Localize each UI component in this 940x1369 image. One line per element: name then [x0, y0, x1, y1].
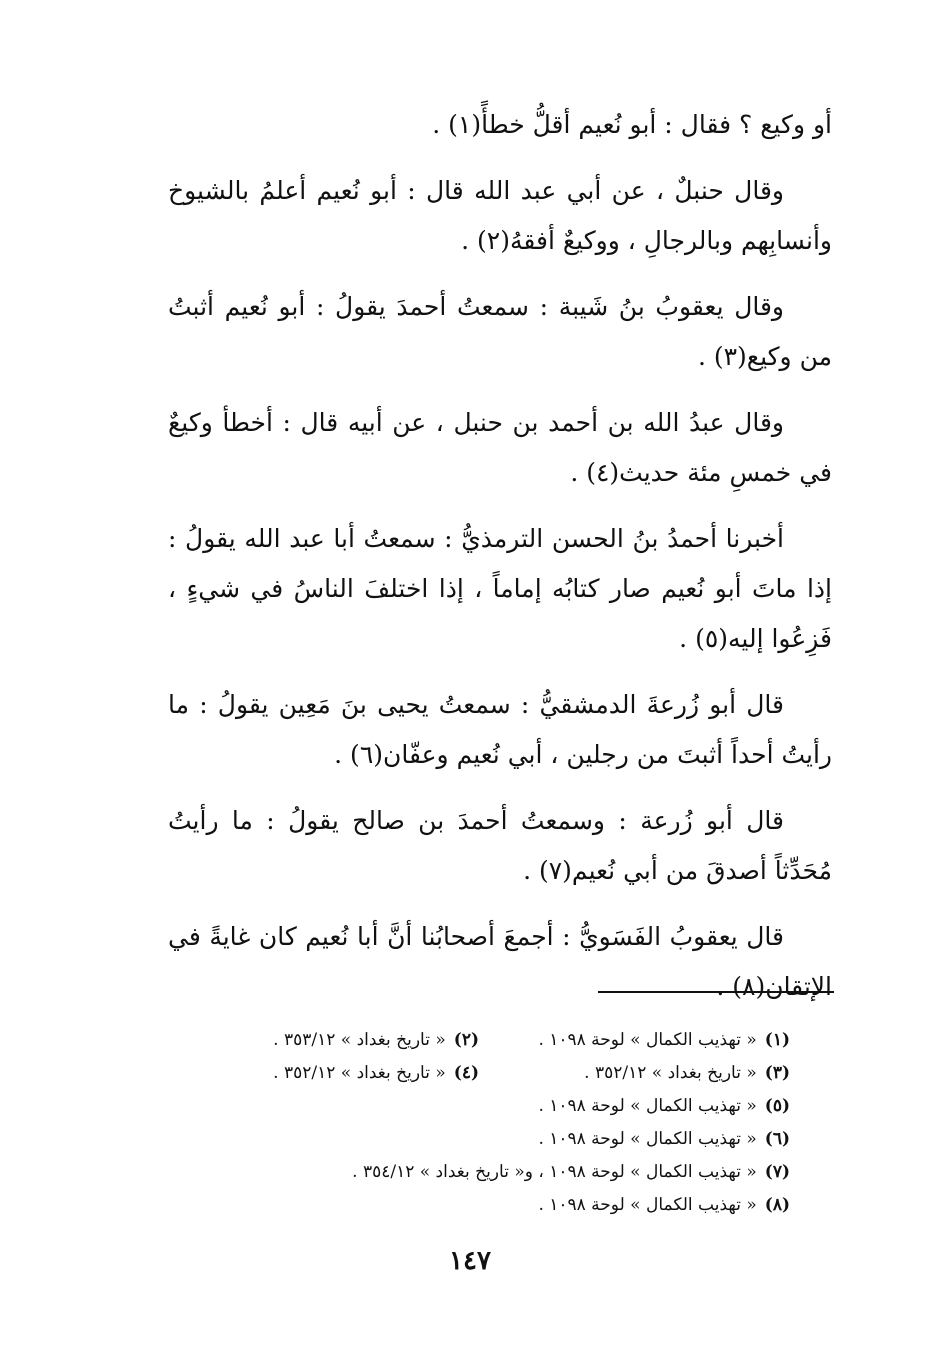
footnote-text: « تاريخ بغداد » ٣٥٢/١٢ . [273, 1063, 446, 1083]
footnotes [168, 1024, 790, 1222]
footnote-number: (٤) [453, 1063, 479, 1083]
main-text [168, 100, 832, 1028]
footnote-5 [168, 1090, 790, 1123]
footnote-text: « تهذيب الكمال » لوحة ١٠٩٨ . [538, 1096, 757, 1116]
footnote-number: (٨) [764, 1195, 790, 1215]
footnote-text: « تهذيب الكمال » لوحة ١٠٩٨ . [538, 1030, 757, 1050]
footnote-text: « تهذيب الكمال » لوحة ١٠٩٨ . [538, 1195, 757, 1215]
footnote-3 [479, 1057, 790, 1090]
footnote-number: (١) [764, 1030, 790, 1050]
footnote-number: (٢) [453, 1030, 479, 1050]
paragraph-1: أو وكيع ؟ فقال : أبو نُعيم أقلُّ خطأً(١) . [432, 110, 832, 139]
footnote-2 [168, 1024, 479, 1057]
footnote-text: « تاريخ بغداد » ٣٥٣/١٢ . [273, 1030, 446, 1050]
paragraph-2: وقال حنبلٌ ، عن أبي عبد الله قال : أبو نُعيم أعلمُ بالشيوخ وأنسابِهم وبالرجالِ ، ووكيعٌ أفقهُ(٢) . [168, 176, 832, 255]
footnote-separator [598, 991, 834, 993]
footnote-1 [479, 1024, 790, 1057]
paragraph-8: قال يعقوبُ الفَسَويُّ : أجمعَ أصحابُنا أنَّ أبا نُعيم كان غايةً في الإتقان(٨) . [168, 922, 832, 1001]
footnote-6 [168, 1123, 790, 1156]
footnote-text: « تهذيب الكمال » لوحة ١٠٩٨ ، و« تاريخ بغداد » ٣٥٤/١٢ . [352, 1162, 757, 1182]
paragraph-5: أخبرنا أحمدُ بنُ الحسن الترمذيُّ : سمعتُ أبا عبد الله يقولُ : إذا ماتَ أبو نُعيم صار كتابُه إماماً ، إذا اختلفَ الناسُ في شيءٍ ، فَزِعُوا إليه(٥) . [168, 524, 832, 653]
paragraph-4: وقال عبدُ الله بن أحمد بن حنبل ، عن أبيه قال : أخطأ وكيعٌ في خمسِ مئة حديث(٤) . [168, 408, 832, 487]
footnote-8 [168, 1189, 790, 1222]
footnote-7 [168, 1156, 790, 1189]
footnote-number: (٥) [764, 1096, 790, 1116]
footnote-row-1 [168, 1024, 790, 1057]
footnote-4 [168, 1057, 479, 1090]
paragraph-7: قال أبو زُرعة : وسمعتُ أحمدَ بن صالح يقولُ : ما رأيتُ مُحَدِّثاً أصدقَ من أبي نُعيم(٧) . [168, 806, 832, 885]
page-number: ١٤٧ [449, 1246, 491, 1276]
footnote-text: « تاريخ بغداد » ٣٥٢/١٢ . [584, 1063, 757, 1083]
footnote-number: (٦) [764, 1129, 790, 1149]
footnote-text: « تهذيب الكمال » لوحة ١٠٩٨ . [538, 1129, 757, 1149]
footnote-number: (٣) [764, 1063, 790, 1083]
footnote-row-2 [168, 1057, 790, 1090]
paragraph-6: قال أبو زُرعةَ الدمشقيُّ : سمعتُ يحيى بنَ مَعِين يقولُ : ما رأيتُ أحداً أثبتَ من رجلين ، أبي نُعيم وعفّان(٦) . [168, 690, 832, 769]
footnote-number: (٧) [764, 1162, 790, 1182]
paragraph-3: وقال يعقوبُ بنُ شَيبة : سمعتُ أحمدَ يقولُ : أبو نُعيم أثبتُ من وكيع(٣) . [168, 292, 832, 371]
